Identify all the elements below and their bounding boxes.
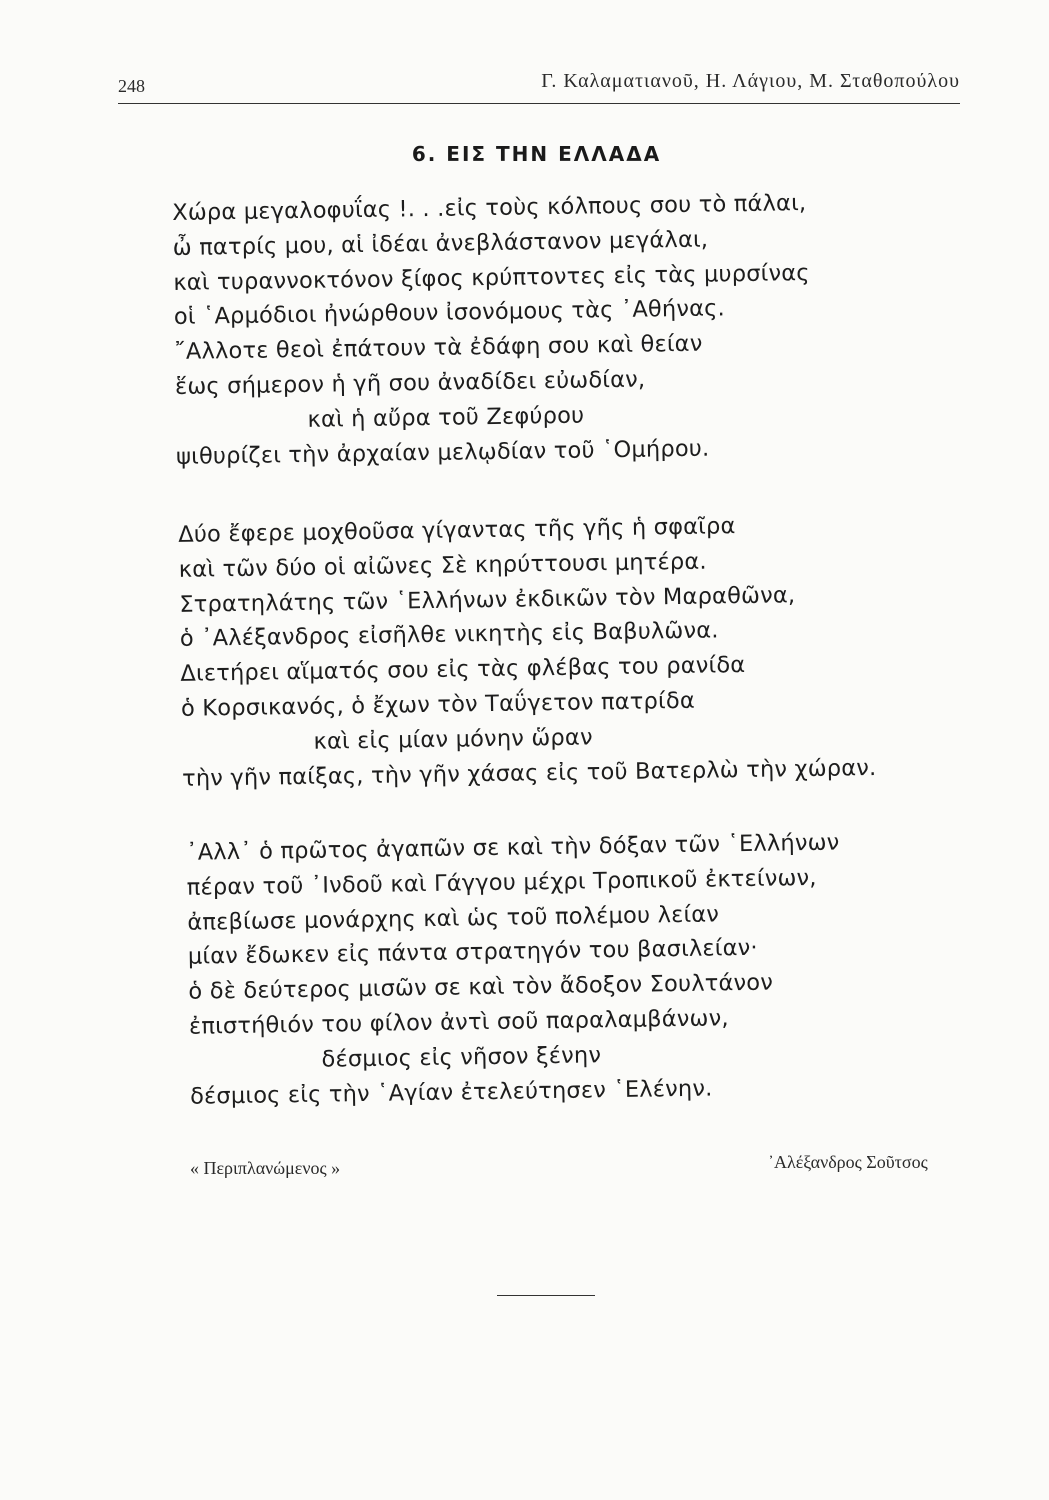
poem-author: ᾿Αλέξανδρος Σοῦτσος bbox=[768, 1152, 928, 1172]
verse-line: δέσμιος εἰς τὴν ῾Αγίαν ἐτελεύτησεν ῾Ελένην. bbox=[189, 1075, 713, 1110]
verse-line: ὦ πατρίς μου, αἱ ἰδέαι ἀνεβλάστανον μεγάλαι, bbox=[172, 226, 709, 261]
page-header bbox=[118, 62, 960, 98]
verse-line: ὁ Κορσικανός, ὁ ἔχων τὸν Ταΰγετον πατρίδα bbox=[180, 687, 696, 722]
verse-line: Χώρα μεγαλοφυΐας !. . .εἰς τοὺς κόλπους σου τὸ πάλαι, bbox=[172, 190, 807, 226]
end-rule bbox=[497, 1295, 595, 1296]
verse-line-indented: δέσμιος εἰς νῆσον ξένην bbox=[321, 1042, 602, 1073]
stanza-3 bbox=[172, 823, 976, 1114]
verse-line-indented: καὶ εἰς μίαν μόνην ὥραν bbox=[313, 724, 593, 755]
verse-line: πέραν τοῦ ᾿Ινδοῦ καὶ Γάγγου μέχρι Τροπικοῦ ἐκτείνων, bbox=[186, 864, 817, 901]
source-citation: « Περιπλανώμενος » bbox=[190, 1158, 341, 1178]
verse-line: καὶ τῶν δύο οἱ αἰῶνες Σὲ κηρύττουσι μητέρα. bbox=[178, 548, 707, 583]
running-head: Γ. Καλαματιανοῦ, Η. Λάγιου, Μ. Σταθοπούλου bbox=[541, 70, 960, 92]
verse-line: Διετήρει αἵματός σου εἰς τὰς φλέβας του ρανίδα bbox=[180, 652, 746, 688]
verse-line: μίαν ἔδωκεν εἰς πάντα στρατηγόν του βασιλείαν· bbox=[187, 935, 758, 971]
poem-title: 6. ΕΙΣ ΤΗΝ ΕΛΛΑΔΑ bbox=[411, 142, 662, 166]
page-number: 248 bbox=[118, 76, 145, 96]
verse-line: ψιθυρίζει τὴν ἀρχαίαν μελῳδίαν τοῦ ῾Ομήρου. bbox=[175, 435, 710, 470]
stanza-2 bbox=[172, 505, 976, 796]
verse-line: καὶ τυραννοκτόνον ξίφος κρύπτοντες εἰς τὰς μυρσίνας bbox=[173, 259, 810, 296]
verse-line: ᾿Αλλ᾿ ὁ πρῶτος ἀγαπῶν σε καὶ τὴν δόξαν τῶν ῾Ελλήνων bbox=[186, 829, 840, 866]
verse-line: Στρατηλάτης τῶν ῾Ελλήνων ἐκδικῶν τὸν Μαραθῶνα, bbox=[179, 581, 796, 618]
header-rule bbox=[118, 103, 960, 104]
stanza-1 bbox=[172, 183, 976, 474]
verse-line: ἐπιστήθιόν του φίλον ἀντὶ σοῦ παραλαμβάνων, bbox=[188, 1005, 729, 1040]
verse-line-indented: καὶ ἡ αὔρα τοῦ Ζεφύρου bbox=[307, 402, 585, 433]
verse-line: ῎Αλλοτε θεοὶ ἐπάτουν τὰ ἐδάφη σου καὶ θείαν bbox=[174, 330, 703, 366]
verse-line: ἕως σήμερον ἡ γῆ σου ἀναδίδει εὐωδίαν, bbox=[174, 366, 646, 400]
verse-line: ὁ ᾿Αλέξανδρος εἰσῆλθε νικητὴς εἰς Βαβυλῶνα. bbox=[179, 617, 719, 653]
verse-line: ὁ δὲ δεύτερος μισῶν σε καὶ τὸν ἄδοξον Σουλτάνον bbox=[188, 969, 774, 1005]
verse-line: οἱ ῾Αρμόδιοι ἠνώρθουν ἰσονόμους τὰς ᾿Αθήνας. bbox=[173, 295, 726, 331]
verse-line: ἀπεβίωσε μονάρχης καὶ ὡς τοῦ πολέμου λείαν bbox=[187, 901, 720, 936]
verse-line: τὴν γῆν παίξας, τὴν γῆν χάσας εἰς τοῦ Βατερλὼ τὴν χώραν. bbox=[181, 754, 877, 792]
verse-line: Δύο ἔφερε μοχθοῦσα γίγαντας τῆς γῆς ἡ σφαῖρα bbox=[178, 513, 736, 548]
